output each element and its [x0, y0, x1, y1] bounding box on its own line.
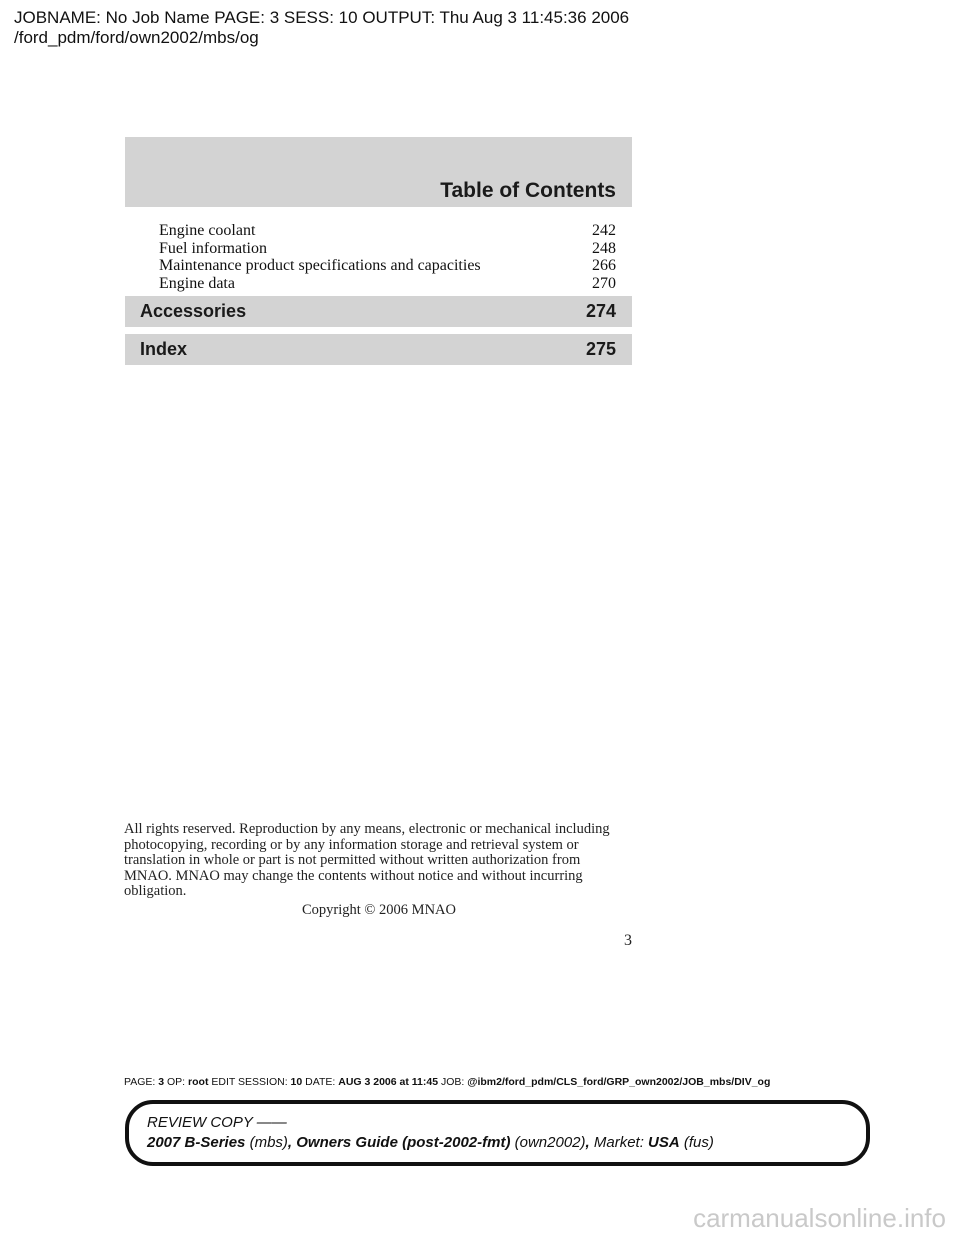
job-header-line-1: JOBNAME: No Job Name PAGE: 3 SESS: 10 OUTPUT: Thu Aug 3 11:45:36 2006 [14, 8, 630, 27]
toc-section-accessories[interactable] [125, 296, 632, 327]
toc-section-label: Index [140, 339, 188, 359]
job-header-line-2: /ford_pdm/ford/own2002/mbs/og [14, 28, 259, 47]
review-market-code: (fus) [683, 1134, 714, 1151]
print-job-footer [124, 1076, 884, 1088]
review-copy-label: REVIEW COPY —— [147, 1114, 287, 1131]
footer-session-value: 10 [290, 1076, 303, 1088]
job-header [14, 8, 954, 48]
toc-section-page: 275 [585, 339, 616, 359]
footer-op-value: root [188, 1076, 209, 1088]
toc-entry-list [159, 222, 616, 292]
toc-header-band [125, 137, 632, 207]
footer-date-value: AUG 3 2006 at 11:45 [338, 1076, 439, 1088]
toc-entry-page: 242 [592, 222, 616, 239]
review-guide-code: (own2002) [514, 1134, 586, 1151]
toc-entry[interactable] [159, 240, 616, 258]
toc-entry[interactable] [159, 275, 616, 293]
review-series-code: (mbs) [249, 1134, 288, 1151]
footer-job-value: @ibm2/ford_pdm/CLS_ford/GRP_own2002/JOB_mbs/DIV_og [467, 1076, 771, 1088]
toc-entry-page: 270 [592, 274, 616, 292]
watermark: carmanualsonline.info [693, 1203, 946, 1233]
toc-entry[interactable] [159, 257, 616, 275]
footer-session-label: EDIT SESSION: [211, 1076, 288, 1088]
review-separator: , [287, 1134, 293, 1151]
review-separator: , [585, 1134, 590, 1151]
toc-section-page: 274 [585, 301, 616, 321]
review-market-label: Market: [593, 1134, 644, 1151]
toc-entry-label: Engine coolant [159, 222, 256, 239]
copyright-notice: Copyright © 2006 MNAO [301, 902, 456, 918]
toc-section-index[interactable] [125, 334, 632, 365]
footer-page-value: 3 [158, 1076, 165, 1088]
review-guide: Owners Guide (post-2002-fmt) [296, 1134, 511, 1151]
footer-job-label: JOB: [440, 1076, 465, 1088]
toc-entry-label: Fuel information [159, 239, 267, 257]
review-series: 2007 B-Series [147, 1134, 246, 1151]
review-market: USA [648, 1134, 680, 1151]
toc-entry[interactable] [159, 222, 616, 240]
toc-section-label: Accessories [140, 301, 247, 321]
footer-page-label: PAGE: [124, 1076, 156, 1088]
toc-entry-page: 248 [592, 239, 616, 257]
page-title: Table of Contents [440, 179, 616, 202]
footer-op-label: OP: [167, 1076, 186, 1088]
review-copy-details [147, 1134, 714, 1151]
footer-date-label: DATE: [305, 1076, 336, 1088]
rights-notice: All rights reserved. Reproduction by any means, electronic or mechanical including photocopying, recording or by any information storage and retrieval system or translation in whole or part is not permitted without written authorization from MNAO. MNAO may change the contents without notice and without incurring obligation. [124, 821, 610, 900]
toc-entry-label: Maintenance product specifications and capacities [159, 257, 481, 274]
review-copy-box [125, 1100, 870, 1166]
page-number: 3 [624, 932, 632, 949]
toc-entry-label: Engine data [159, 274, 235, 292]
toc-entry-page: 266 [592, 257, 616, 274]
